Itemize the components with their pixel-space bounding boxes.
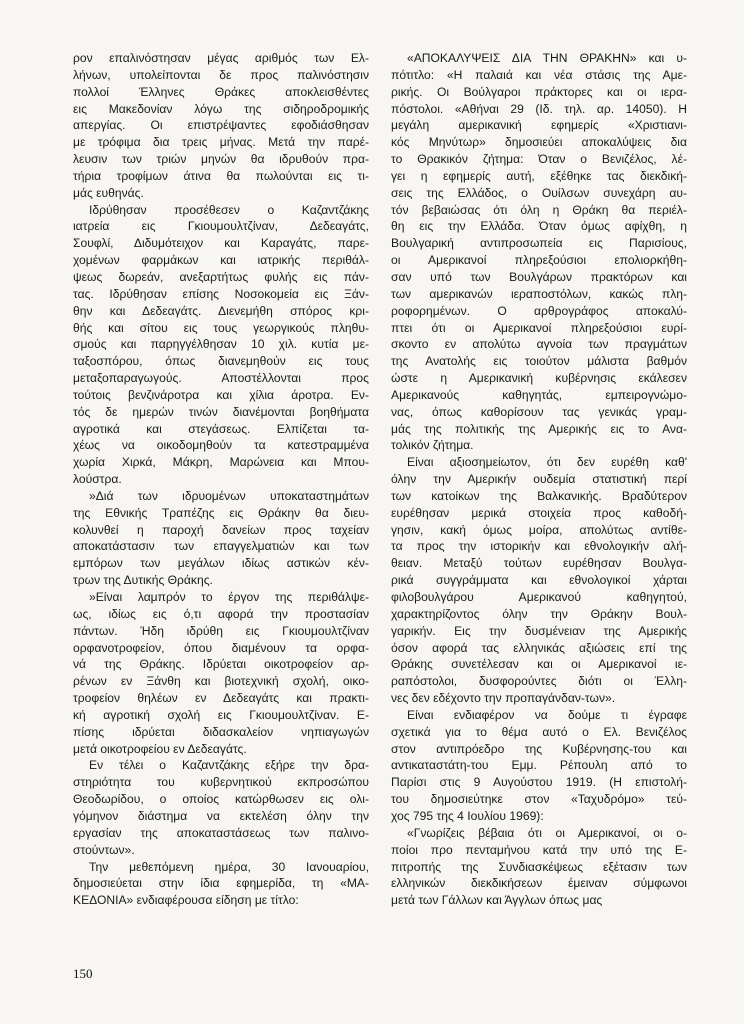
text-line: τας. Ιδρύθησαν επίσης Νοσοκομεία εις Ξάν- [73,286,369,301]
text-line: κή αγροτική σχολή εις Γκιουμουλτζίναν. Ε- [73,707,369,722]
text-line: »Είναι λαμπρόν το έργον της περιθάλψε- [89,590,369,604]
text-line: μάς ευθηνάς. [73,185,144,200]
left-column [73,50,369,909]
text-line: τόν βεβαιώσας ότι όλη η Θράκη θα περιέλ- [391,202,687,217]
text-line: χος 795 της 4 Ιουλίου 1969): [391,808,544,823]
paragraph [391,707,687,825]
text-line: μεγάλη αμερικανική εφημερίς «Χριστιανι- [391,118,687,133]
text-line: μετά των Γάλλων και Άγγλων όπως μας [391,893,603,908]
text-line: με τρόφιμα δια τρεις μήνας. Μετά την παρέ- [73,135,369,150]
text-line: σχετικά για το θέμα αυτό ο Ελ. Βενιζέλος [391,724,687,739]
text-line: των κατοίκων της Βαλκανικής. Βραδύτερον [391,488,687,503]
text-line: γόμηνον διάστημα να εκτελέση όλην την [73,808,369,823]
text-line: ρένων εν Ξάνθη και βιοτεχνική σχολή, οικο- [73,674,369,689]
text-line: αγροτικά και στεγάσεως. Ελπίζεται τα- [73,421,369,436]
text-line: λούστρα. [73,472,122,487]
text-line: ώστε η Αμερικανική κυβέρνησις εκάλεσεν [391,371,687,386]
text-line: χωρία Χιρκά, Μάκρη, Μαρώνεια και Μπου- [73,455,369,470]
text-line: λήνων, υπολείπονται δε προς παλινόστησιν [73,67,369,82]
text-line: ραπόστολοι, δυσφορούντες διότι οι Έλλη- [391,674,687,689]
text-line: σαν υπό των Βουλγάρων πρακτόρων και [391,269,687,284]
text-line: γει η εφημερίς αυτή, εξέθηκε τας διεκδική- [391,168,687,183]
text-line: πιτροπής της Συνδιασκέψεως εξέτασιν των [391,859,687,874]
text-line: ρικά συγγράμματα και εθνολογικοί χάρται [391,573,687,588]
text-line: Σουφλί, Διδυμότειχον και Καραγάτς, παρε- [73,236,369,251]
text-line: φιλοβουλγάρου Αμερικανού καθηγητού, [391,590,687,604]
text-line: κολυνθεί η παροχή δανείων προς ταχείαν [73,522,369,537]
text-line: τολικόν ζήτημα. [391,438,474,453]
text-line: όσον αφορά τας ελληνικάς αξιώσεις επί της [391,640,687,655]
text-line: τούτοις βενζινάροτρα και χίλια άροτρα. Εν- [73,387,369,402]
text-line: μάς της πολιτικής της Αμερικής εις το Ανα- [391,421,687,436]
text-line: θειαν. Μεταξύ τούτων ευρέθησαν Βουλγα- [391,556,687,571]
text-line: θην και Δεδεαγάτς. Διενεμήθη σπόρος κρι- [73,303,369,318]
text-line: ροφορημένων. Ο αρθρογράφος αποκαλύ- [391,303,687,318]
text-line: τροφείον θηλέων εν Δεδεαγάτς και πρακτι- [73,691,369,706]
text-line: οι Αμερικανοί πληρεξούσιοι επολιορκήθη- [391,253,687,268]
text-line: ιατρεία εις Γκιουμουλτζίναν, Δεδεαγάτς, [73,219,369,234]
text-line: λευσιν των τριών μηνών θα ιδρυθούν πρα- [73,152,369,167]
text-line: απεργίας. Οι επιστρέψαντες εφοδιάσθησαν [73,118,369,133]
text-line: δημοσιεύεται στην ίδια εφημερίδα, τη «ΜΑ- [73,876,369,891]
text-line: κός Μηνύτωρ» δημοσιεύει αποκαλύψεις δια [391,135,687,150]
text-line: ψεως δωρεάν, ανεξαρτήτως φυλής εις πάν- [73,269,369,284]
paragraph [391,825,687,909]
text-line: ρικής. Οι Βούλγαροι πράκτορες και οι ιερα- [391,84,687,99]
text-line: πτει ότι οι Αμερικανοί πληρεξούσιοι ευρί- [391,320,687,335]
text-line: τρων της Δυτικής Θράκης. [73,573,213,588]
text-line: Αμερικανούς καθηγητάς, εμπειρογνώμο- [391,387,687,402]
text-line: της Εθνικής Τραπέζης εις Θράκην θα διευ- [73,505,369,520]
text-line: «Γνωρίζεις βέβαια ότι οι Αμερικανοί, οι ο- [407,825,687,840]
right-column [391,50,687,909]
text-line: πολλοί Έλληνες Θράκες αποκλεισθέντες [73,84,369,99]
text-line: πόστολοι. «Αθήναι 29 (Ιδ. τηλ. αρ. 14050). Η [391,101,687,116]
paragraph [73,589,369,757]
text-line: Θεοδωρίδου, ο οποίος κατώρθωσεν εις ολι- [73,792,369,807]
text-line: μεταξοπαραγωγούς. Αποστέλλονται προς [73,371,369,386]
text-line: πίσης ιδρύεται διδασκαλείον νηπιαγωγών [73,724,369,739]
text-line: των αμερικανών ιεραποστόλων, κακώς πλη- [391,286,687,301]
page-number: 150 [73,966,93,981]
text-line: Ιδρύθησαν προσέθεσεν ο Καζαντζάκης [89,202,369,217]
text-line: της Ανατολής εις τοιούτον μάλιστα βαθμόν [391,354,687,369]
text-line: νας, όπως καθορίσουν τας γενικάς γραμ- [391,404,687,419]
text-line: νες δεν εδέχοντο την προπαγάνδαν-των». [391,691,616,706]
text-line: Βουλγαρική αντιπροσωπεία εις Παρισίους, [391,236,687,251]
text-line: θη εις την Ελλάδα. Όταν όμως αφίχθη, η [391,219,687,234]
text-line: ταξοσπόρου, όπως διανεμηθούν εις τους [73,354,369,369]
text-line: χέως να οικοδομηθούν τα κατεστραμμένα [73,438,369,453]
text-line: τα προς την ιστορικήν και εθνολογικήν αλή- [391,539,687,554]
text-line: ποίοι προ πενταμήνου κατά την υπό της Ε- [391,842,687,857]
text-line: τήρια τροφίμων άτινα θα πωλούνται εις τι- [73,168,369,183]
text-line: γαρικήν. Εις την δυσμένειαν της Αμερικής [391,623,687,638]
text-line: Θράκης συνετέλεσαν και οι Αμερικανοί ιε- [391,657,687,672]
text-line: »Διά των ιδρυομένων υποκαταστημάτων [89,488,369,503]
text-line: όλην την Αμερικήν ουδεμία στατιστική περί [391,472,687,487]
text-line: εις Μακεδονίαν λόγω της σιδηροδρομικής [73,101,369,116]
paragraph [73,757,369,858]
text-line: γησιν, κακή όμως μοίρα, απολύτως αντίθε- [391,522,687,537]
text-line: του δημοσιεύτηκε στον «Ταχυδρόμο» τεύ- [391,792,687,807]
text-line: σκοντο εν απολύτω αγνοία των πραγμάτων [391,337,687,352]
paragraph [73,859,369,910]
text-line: χομένων φαρμάκων και ιατρικής περιθάλ- [73,253,369,268]
text-line: ως, ιδίως εις ό,τι αφορά την προστασίαν [73,606,369,621]
text-line: το Θρακικόν ζήτημα: Όταν ο Βενιζέλος, λέ- [391,152,687,167]
text-line: στούντων». [73,842,135,857]
text-line: νά της Θράκης. Ιδρύεται οικοτροφείον αρ- [73,657,369,672]
text-line: στον αντιπρόεδρο της Κυβέρνησης-του και [391,741,687,756]
text-line: ρον επαλινόστησαν μέγας αριθμός των Ελ- [73,51,369,65]
text-line: αντικαταστάτη-του Εμμ. Ρέπουλη από το [391,758,687,773]
paragraph [73,488,369,589]
text-line: ελληνικών διεκδικήσεων έμειναν σύμφωνοι [391,876,687,891]
text-line: ευρέθησαν μερικά στοιχεία προς καθοδή- [391,505,687,520]
text-line: Είναι ενδιαφέρον να δούμε τι έγραφε [407,707,687,722]
text-line: τός δε ημερών τινών διανέμονται βοηθήματα [73,404,369,419]
text-line: εμπόρων των μεγάλων ιδίως αστικών κέν- [73,556,369,571]
text-line: ΚΕΔΟΝΙΑ» ενδιαφέρουσα είδηση με τίτλο: [73,893,299,908]
paragraph [391,454,687,707]
text-line: σεις της Ελλάδος, ο Ουίλσων συνεχάρη αυ- [391,185,687,200]
paragraph [73,50,369,202]
text-line: πότιτλο: «Η παλαιά και νέα στάσις της Αμε- [391,67,687,82]
text-line: «ΑΠΟΚΑΛΥΨΕΙΣ ΔΙΑ ΤΗΝ ΘΡΑΚΗΝ» και υ- [407,51,687,65]
text-line: πάντων. Ήδη ιδρύθη εις Γκιουμουλτζίναν [73,623,369,638]
text-line: θής και σίτου εις τους γεωργικούς πληθυ- [73,320,369,335]
text-line: αποκατάστασιν των επαγγελματιών και των [73,539,369,554]
text-line: Παρίσι στις 9 Αυγούστου 1919. (Η επιστολή- [391,775,687,790]
text-line: Εν τέλει ο Καζαντζάκης εξήρε την δρα- [89,758,369,773]
text-line: ορφανοτροφείον, όπου διαμένουν τα ορφα- [73,640,369,655]
text-line: μετά οικοτροφείου εν Δεδεαγάτς. [73,741,247,756]
paragraph [73,202,369,488]
paragraph [391,50,687,454]
text-line: εργασίαν της αποκαταστάσεως των παλινο- [73,825,369,840]
text-line: Είναι αξιοσημείωτον, ότι δεν ευρέθη καθ' [407,455,687,470]
text-line: στηριότητα του κυβερνητικού εκπροσώπου [73,775,369,790]
text-line: σμούς και παρηγγέλθησαν 10 χιλ. κυτία με- [73,337,369,352]
text-line: χαρακτηρίζοντος όλην την Θράκην Βουλ- [391,606,687,621]
text-line: Την μεθεπόμενη ημέρα, 30 Ιανουαρίου, [89,859,369,874]
